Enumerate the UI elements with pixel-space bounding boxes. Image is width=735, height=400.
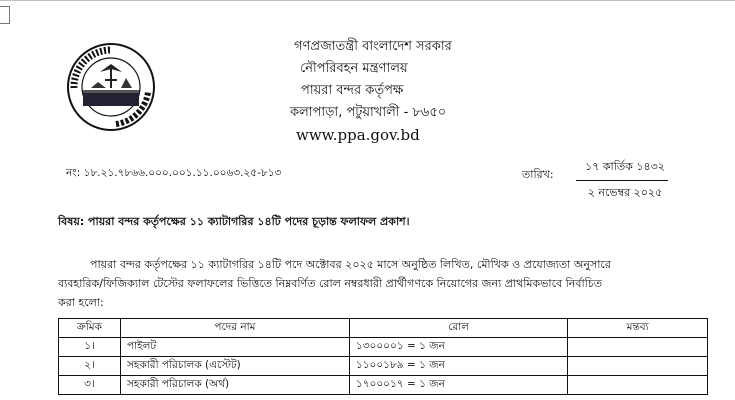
table-row: [59, 376, 708, 395]
cell-remarks: [568, 376, 708, 395]
date-bangla: ১৭ কার্তিক ১৪৩২: [576, 158, 668, 181]
results-table: [58, 318, 708, 395]
table-header-row: [59, 319, 708, 338]
office-header: [272, 36, 492, 146]
cell-serial: ১।: [59, 338, 121, 357]
table-row: [59, 338, 708, 357]
cell-remarks: [568, 357, 708, 376]
cell-post-name: সহকারী পরিচালক (এস্টেট): [120, 357, 349, 376]
memo-date: [576, 158, 668, 203]
body-line-3: করা হলো:: [58, 296, 104, 309]
cell-remarks: [568, 338, 708, 357]
cell-serial: ২।: [59, 357, 121, 376]
header-remarks: মন্তব্য: [568, 319, 708, 338]
cell-serial: ৩।: [59, 376, 121, 395]
memo-reference-number: নং: ১৮.২১.৭৮৬৬.০০০.০০১.১১.০০৬৩.২৫-৮১৩: [66, 167, 282, 179]
cell-post-name: পাইলট: [120, 338, 349, 357]
memo-body: [58, 255, 698, 312]
body-line-2: ব্যবহারিক/ফিজিক্যাল টেস্টের ফলাফলের ভিত্তিতে নিম্নবর্ণিত রোল নম্বরধারী প্রার্থীগণকে নিয়োগের জন্য প্রাথমিকভাবে নির্বাচিত: [58, 277, 602, 290]
table-row: [59, 357, 708, 376]
scan-edge-mark: [0, 6, 10, 24]
ministry-name: নৌপরিবহন মন্ত্রণালয়: [300, 61, 408, 76]
cell-roll: ১৩০০০০১ = ১ জন: [349, 338, 567, 357]
header-roll: রোল: [349, 319, 567, 338]
body-line-1: পায়রা বন্দর কর্তৃপক্ষের ১১ ক্যাটাগরির ১৪টি পদে অক্টোবর ২০২৫ মাসে অনুষ্ঠিত লিখিত, মৌখিক ও প্রযোজ্যতা অনুসারে: [90, 258, 611, 271]
memo-subject: বিষয়: পায়রা বন্দর কর্তৃপক্ষের ১১ ক্যাটাগরির ১৪টি পদের চূড়ান্ত ফলাফল প্রকাশ।: [58, 215, 410, 228]
payra-port-authority-logo: [66, 42, 156, 132]
cell-post-name: সহকারী পরিচালক (অর্থ): [120, 376, 349, 395]
header-post-name: পদের নাম: [120, 319, 349, 338]
page-top-edge: [0, 0, 735, 1]
cell-roll: ১৭০০০১৭ = ১ জন: [349, 376, 567, 395]
office-address: কলাপাড়া, পটুয়াখালী - ৮৬৫০: [290, 105, 447, 120]
cell-roll: ১১০০১৮৯ = ১ জন: [349, 357, 567, 376]
header-serial: ক্রমিক: [59, 319, 121, 338]
government-name: গণপ্রজাতন্ত্রী বাংলাদেশ সরকার: [294, 39, 452, 54]
website-link[interactable]: www.ppa.gov.bd: [296, 126, 420, 144]
date-english: ২ নভেম্বর ২০২৫: [587, 186, 663, 199]
authority-name: পায়রা বন্দর কর্তৃপক্ষ: [301, 83, 404, 98]
date-label: তারিখ:: [522, 168, 554, 181]
